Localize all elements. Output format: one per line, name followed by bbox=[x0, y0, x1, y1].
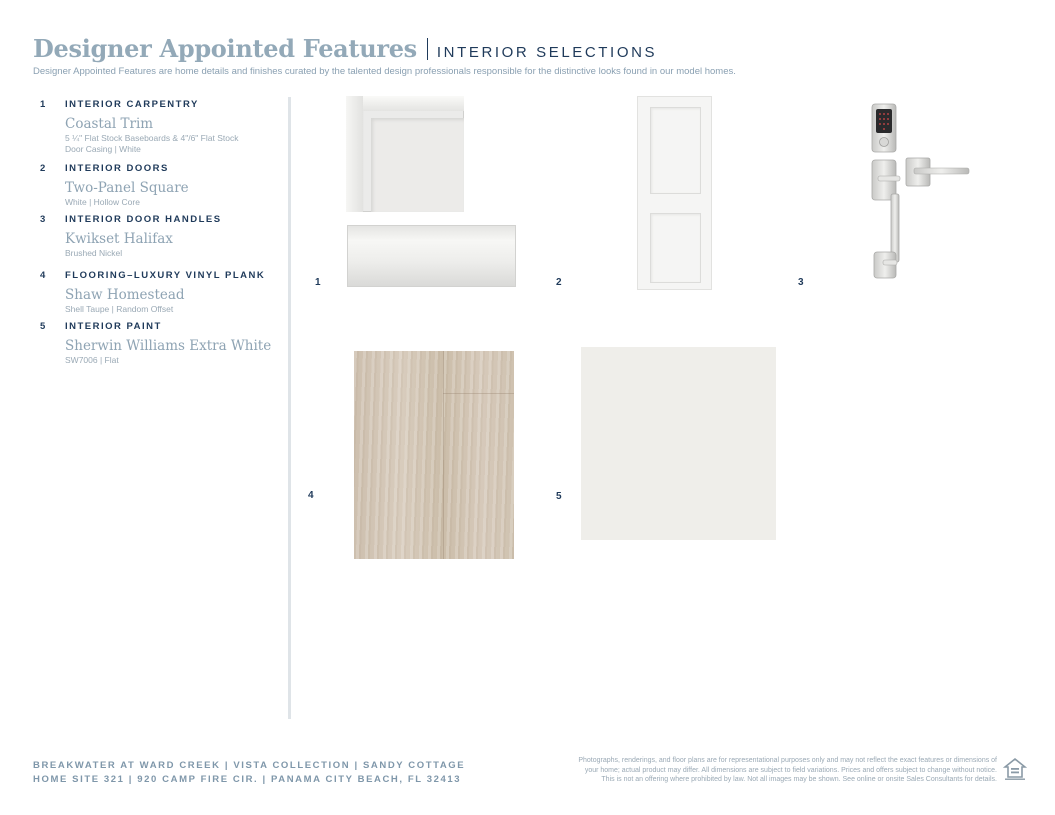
selection-item bbox=[40, 99, 280, 163]
address-line: HOME SITE 321 | 920 CAMP FIRE CIR. | PANAMA CITY BEACH, FL 32413 bbox=[33, 774, 462, 785]
item-number: 1 bbox=[40, 99, 46, 110]
handleset-grip bbox=[872, 160, 900, 278]
item-number: 2 bbox=[40, 163, 46, 174]
item-name: Coastal Trim bbox=[65, 116, 154, 132]
swatch-number: 5 bbox=[556, 491, 562, 502]
item-name: Kwikset Halifax bbox=[65, 231, 173, 247]
swatch-number: 3 bbox=[798, 277, 804, 288]
item-detail: Brushed Nickel bbox=[65, 248, 123, 258]
item-detail: White | Hollow Core bbox=[65, 197, 140, 207]
intro-text: Designer Appointed Features are home details and finishes curated by the talented design professionals responsible for the distinctive looks found in our model homes. bbox=[33, 66, 736, 77]
selection-item bbox=[40, 214, 280, 270]
deadbolt-keypad bbox=[872, 104, 896, 152]
selection-item bbox=[40, 270, 280, 321]
page-header bbox=[33, 34, 657, 64]
item-number: 5 bbox=[40, 321, 46, 332]
paint-swatch bbox=[581, 347, 776, 540]
flooring-swatch bbox=[354, 351, 514, 559]
title-divider bbox=[427, 38, 428, 60]
swatch-number: 4 bbox=[308, 490, 314, 501]
equal-housing-opportunity-icon bbox=[1003, 757, 1027, 781]
trim-wall-panel bbox=[371, 118, 464, 212]
plank-seam bbox=[443, 351, 444, 559]
disclaimer-line: Photographs, renderings, and floor plans are for representational purposes only and may not reflect the exact features or dimensions of bbox=[578, 757, 997, 764]
community-line: BREAKWATER AT WARD CREEK | VISTA COLLECTION | SANDY COTTAGE bbox=[33, 760, 466, 771]
disclaimer-line: This is not an offering where prohibited by law. Not all images may be shown. See online or onsite Sales Consultants for details. bbox=[601, 776, 997, 783]
door-handle-swatch bbox=[868, 102, 970, 282]
trim-side-casing bbox=[346, 96, 363, 212]
item-name: Shaw Homestead bbox=[65, 287, 185, 303]
door-swatch bbox=[637, 96, 712, 290]
item-category: INTERIOR DOORS bbox=[65, 163, 169, 174]
selection-list bbox=[40, 99, 280, 372]
trim-corner-swatch bbox=[346, 96, 464, 212]
item-number: 3 bbox=[40, 214, 46, 225]
door-lower-panel bbox=[650, 213, 701, 283]
item-name: Two-Panel Square bbox=[65, 180, 189, 196]
item-category: INTERIOR PAINT bbox=[65, 321, 162, 332]
swatch-number: 1 bbox=[315, 277, 321, 288]
baseboard-swatch bbox=[347, 225, 516, 287]
item-number: 4 bbox=[40, 270, 46, 281]
disclaimer-line: your home; actual product may differ. All dimensions are subject to field variations. Prices and offers subject to change without notice. bbox=[584, 766, 997, 774]
selection-item bbox=[40, 321, 280, 372]
item-detail: Shell Taupe | Random Offset bbox=[65, 304, 174, 314]
community-info bbox=[33, 759, 465, 787]
item-category: INTERIOR DOOR HANDLES bbox=[65, 214, 222, 225]
item-category: FLOORING–LUXURY VINYL PLANK bbox=[65, 270, 266, 281]
door-upper-panel bbox=[650, 107, 701, 194]
selection-item bbox=[40, 163, 280, 214]
item-detail: 5 ¼" Flat Stock Baseboards & 4"/6" Flat Stock bbox=[65, 133, 239, 143]
disclaimer bbox=[517, 756, 997, 785]
swatch-number: 2 bbox=[556, 277, 562, 288]
item-category: INTERIOR CARPENTRY bbox=[65, 99, 199, 110]
page-subtitle: INTERIOR SELECTIONS bbox=[436, 44, 658, 61]
lever-rose bbox=[906, 158, 969, 186]
trim-head-casing bbox=[346, 96, 464, 111]
item-name: Sherwin Williams Extra White bbox=[65, 338, 272, 354]
plank-seam bbox=[443, 393, 514, 394]
item-detail: SW7006 | Flat bbox=[65, 355, 119, 365]
page-title: Designer Appointed Features bbox=[33, 34, 417, 63]
vertical-divider bbox=[288, 97, 291, 719]
item-detail: Door Casing | White bbox=[65, 144, 141, 154]
